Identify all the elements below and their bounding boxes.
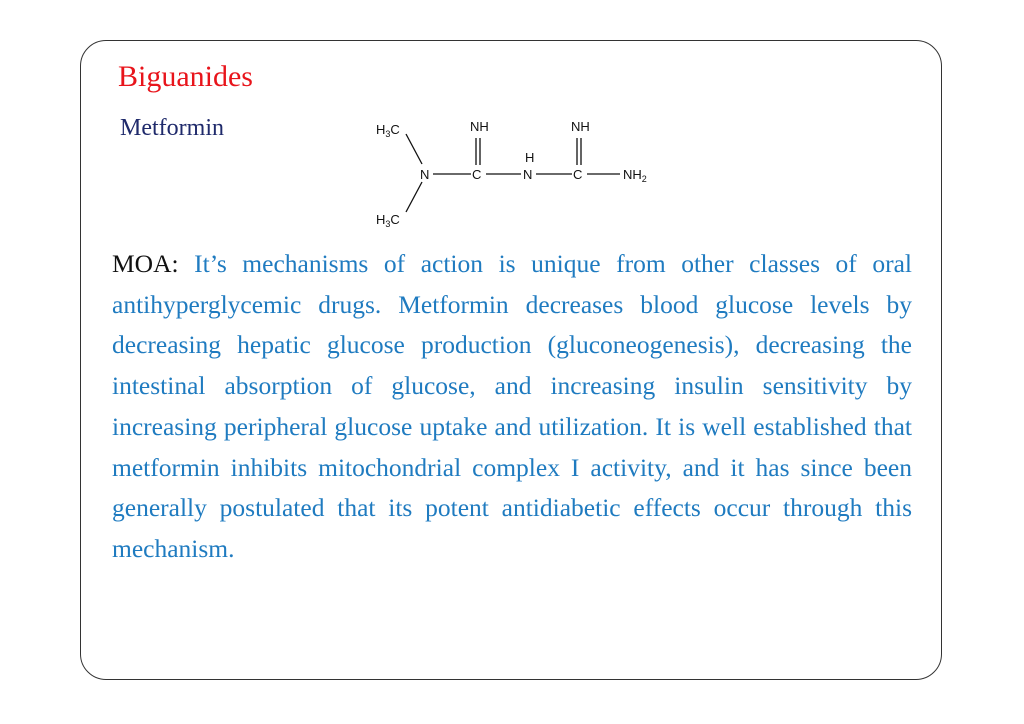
atom-nh-h: H	[525, 150, 535, 165]
bond-methyl-bottom	[406, 182, 422, 212]
atom-imine1: NH	[470, 119, 489, 134]
atom-n2: N	[523, 167, 533, 182]
moa-description: It’s mechanisms of action is unique from other classes of oral antihyperglycemic drugs. Metformin decreases blood glucose levels by decreasing hepatic glucose production (gluconeogenesis), decreasing the intestinal absorption of glucose, and increasing insulin sensitivity by increasing peripheral glucose uptake and utilization. It is well established that metformin inhibits mitochondrial complex I activity, and it has since been generally postulated that its potent antidiabetic effects occur through this mechanism.	[112, 249, 912, 563]
bond-methyl-top	[406, 134, 422, 164]
moa-label: MOA:	[112, 249, 179, 278]
slide-title: Biguanides	[118, 60, 253, 93]
atom-c2: C	[573, 167, 583, 182]
atom-n1: N	[420, 167, 430, 182]
methyl-bottom-label: $H_3C$	[376, 212, 400, 229]
atom-c1: C	[472, 167, 482, 182]
atom-imine2: NH	[571, 119, 590, 134]
metformin-structure-diagram	[368, 110, 668, 232]
methyl-top-label: $H_3C$	[376, 122, 400, 139]
moa-paragraph	[112, 244, 912, 570]
drug-name: Metformin	[120, 115, 224, 141]
atom-amine: $NH_2$	[623, 167, 647, 184]
